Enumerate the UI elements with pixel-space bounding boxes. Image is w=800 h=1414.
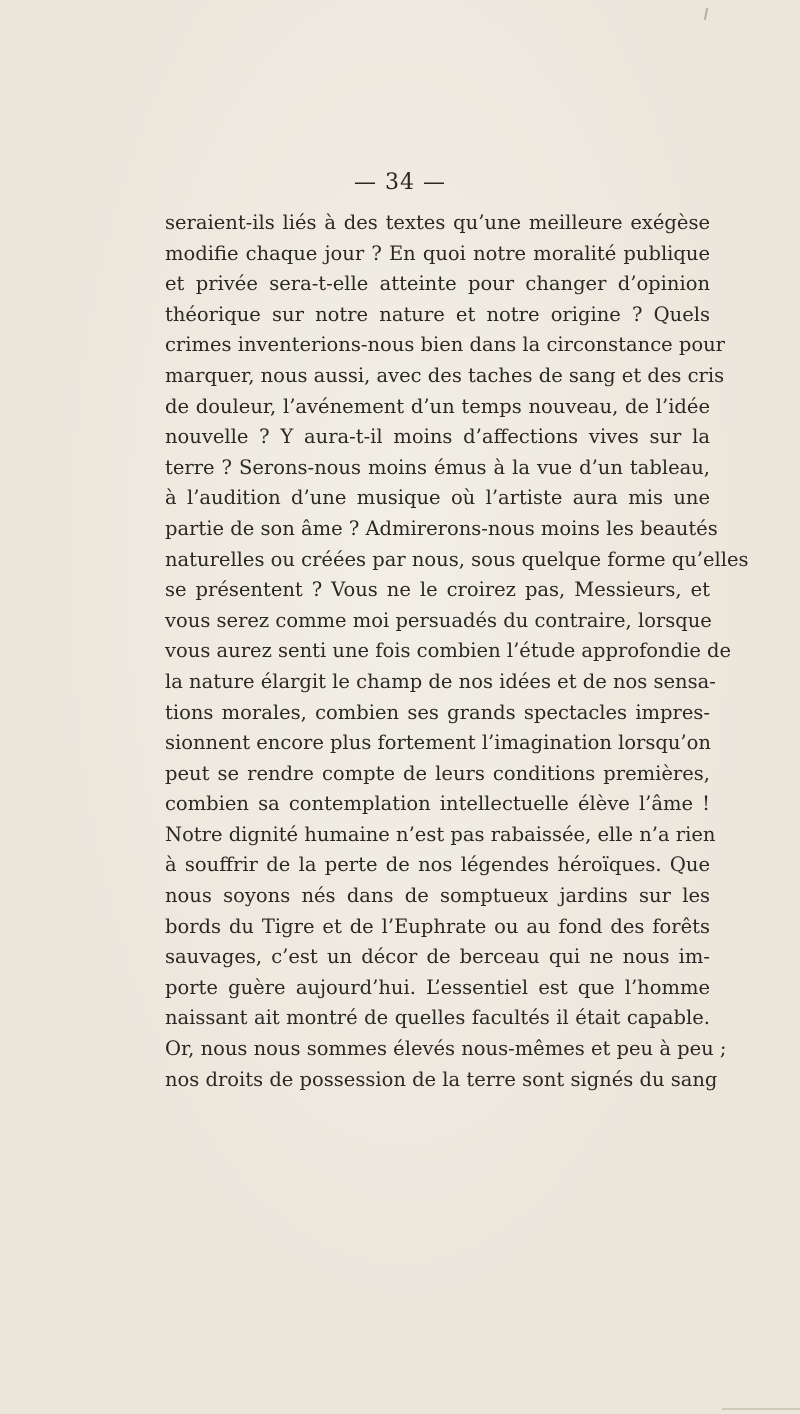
text-line: sionnent encore plus fortement l’imagination lorsqu’on (165, 731, 711, 755)
page-number: — 34 — (354, 170, 446, 195)
text-line: et privée sera-t-elle atteinte pour changer d’opinion (165, 272, 710, 296)
text-line: nouvelle ? Y aura-t-il moins d’affections vives sur la (165, 425, 710, 449)
text-line: modifie chaque jour ? En quoi notre moralité publique (165, 241, 710, 265)
text-line: vous aurez senti une fois combien l’étude approfondie de (165, 639, 732, 663)
text-line: marquer, nous aussi, avec des taches de sang et des cris (165, 363, 725, 387)
text-line: vous serez comme moi persuadés du contraire, lorsque (165, 608, 712, 632)
paper-fleck (704, 8, 708, 20)
text-line: Or, nous nous sommes élevés nous-mêmes et peu à peu ; (165, 1037, 727, 1061)
text-line: à souffrir de la perte de nos légendes héroïques. Que (165, 853, 710, 877)
text-line: à l’audition d’une musique où l’artiste aura mis une (165, 486, 710, 510)
text-line: tions morales, combien ses grands spectacles impres- (165, 700, 710, 724)
text-line: nous soyons nés dans de somptueux jardins sur les (165, 884, 710, 908)
text-line: Notre dignité humaine n’est pas rabaissée, elle n’a rien (165, 822, 716, 846)
text-line: terre ? Serons-nous moins émus à la vue d’un tableau, (165, 455, 710, 479)
text-line: de douleur, l’avénement d’un temps nouveau, de l’idée (165, 394, 710, 418)
text-line: seraient-ils liés à des textes qu’une meilleure exégèse (165, 211, 710, 234)
text-line: naissant ait montré de quelles facultés il était capable. (165, 1006, 710, 1030)
text-line: peut se rendre compte de leurs conditions premières, (165, 761, 710, 785)
text-line: bords du Tigre et de l’Euphrate ou au fond des forêts (165, 914, 710, 938)
text-line: se présentent ? Vous ne le croirez pas, Messieurs, et (165, 578, 710, 602)
text-line: sauvages, c’est un décor de berceau qui ne nous im- (165, 945, 710, 969)
text-line: nos droits de possession de la terre sont signés du sang (165, 1067, 718, 1091)
text-line: crimes inventerions-nous bien dans la circonstance pour (165, 333, 725, 357)
paper-fleck (722, 1408, 800, 1410)
text-line: partie de son âme ? Admirerons-nous moins les beautés (165, 516, 718, 540)
text-line: naturelles ou créées par nous, sous quelque forme qu’elles (165, 547, 749, 571)
text-line: combien sa contemplation intellectuelle élève l’âme ! (165, 792, 710, 816)
text-line: théorique sur notre nature et notre origine ? Quels (165, 302, 710, 326)
text-line: la nature élargit le champ de nos idées et de nos sensa- (165, 669, 716, 693)
body-text (165, 208, 749, 1095)
text-line: porte guère aujourd’hui. L’essentiel est que l’homme (165, 975, 710, 999)
